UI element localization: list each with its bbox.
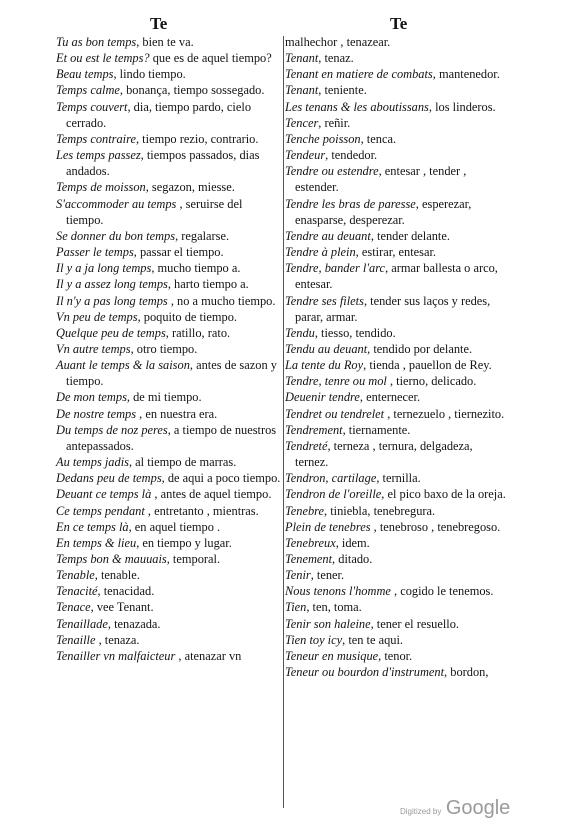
entry-term: Temps couvert — [56, 99, 128, 114]
entry-gloss: , ternezuelo , tiernezito. — [384, 406, 505, 421]
entry-term: Tendret ou tendrelet — [285, 406, 385, 421]
entry-term: Vn peu de temps — [56, 309, 138, 324]
dictionary-entry — [285, 535, 509, 551]
entry-term: En temps & lieu — [56, 535, 137, 550]
entry-term: Tenir son haleine — [285, 616, 371, 631]
entry-term: Tenir — [285, 568, 311, 583]
dictionary-entry — [285, 260, 509, 292]
entry-gloss: , tenaz. — [318, 51, 354, 66]
entry-term: Temps de moisson — [56, 180, 146, 195]
dictionary-entry — [56, 82, 282, 98]
entry-gloss: , tiesso, tendido. — [314, 325, 396, 340]
dictionary-entry — [56, 470, 282, 486]
entry-term: Tendre au deuant — [285, 228, 371, 243]
entry-term: Tenailler vn malfaicteur — [56, 648, 176, 663]
dictionary-entry — [56, 325, 282, 341]
entry-term: Tendre ses filets — [285, 293, 364, 308]
dictionary-entry — [285, 131, 509, 147]
entry-term: Dedans peu de temps — [56, 471, 162, 486]
dictionary-entry — [56, 196, 282, 228]
entry-term: Teneur ou bourdon d'instrument — [285, 665, 445, 680]
entry-gloss: , tierno, delicado. — [386, 374, 477, 389]
entry-term: Tendrement — [285, 422, 343, 437]
entry-term: Tenebreux — [285, 535, 336, 550]
entry-gloss: , harto tiempo a. — [167, 277, 249, 292]
entry-gloss: , seruirse del tiempo. — [66, 196, 243, 227]
entry-term: Tencer — [285, 115, 319, 130]
page-header-left: Te — [150, 14, 168, 33]
entry-term: Tenement — [285, 552, 333, 566]
entry-term: Temps calme — [56, 83, 120, 98]
entry-gloss: , tenable. — [94, 568, 140, 583]
dictionary-entry — [56, 535, 282, 551]
dictionary-entry — [56, 422, 282, 454]
entry-gloss: , antes de sazon y tiempo. — [66, 358, 277, 389]
dictionary-entry — [56, 179, 282, 195]
entry-term: Au temps jadis — [56, 455, 129, 470]
entry-gloss: , tenacidad. — [97, 584, 155, 599]
entry-gloss: , entretanto , mientras. — [144, 503, 259, 518]
entry-gloss: , teniente. — [318, 83, 367, 98]
entry-gloss: , tenor. — [378, 648, 413, 663]
dictionary-entry — [285, 115, 509, 131]
dictionary-entry — [285, 406, 509, 422]
entry-term: Les tenans & les aboutissans — [285, 99, 429, 114]
entry-gloss: , tener. — [310, 568, 345, 583]
dictionary-entry — [285, 632, 509, 648]
entry-gloss: , ratillo, rato. — [165, 325, 231, 340]
entry-term: Du temps de noz peres — [56, 422, 168, 437]
entry-gloss: , ternilla. — [376, 471, 421, 486]
entry-gloss: , en tiempo y lugar. — [136, 535, 232, 550]
entry-term: Vn autre temps — [56, 341, 131, 356]
dictionary-entry — [285, 519, 509, 535]
entry-term: Tendron de l'oreille — [285, 487, 382, 502]
dictionary-entry — [56, 454, 282, 470]
entry-term: Tenche poisson — [285, 131, 361, 146]
dictionary-entry — [56, 99, 282, 131]
dictionary-entry — [285, 341, 509, 357]
entry-gloss: , tenca. — [360, 131, 397, 146]
dictionary-column-right — [285, 34, 509, 680]
entry-gloss: , estirar, entesar. — [355, 245, 437, 260]
dictionary-entry — [285, 599, 509, 615]
entry-term: Se donner du bon temps — [56, 228, 176, 243]
dictionary-entry — [285, 228, 509, 244]
dictionary-entry — [285, 616, 509, 632]
entry-term: Tenaille — [56, 632, 96, 647]
entry-gloss: , de mi tiempo. — [126, 390, 202, 405]
dictionary-column-left — [56, 34, 282, 664]
entry-term: De mon temps — [56, 390, 127, 405]
dictionary-entry — [56, 293, 282, 309]
entry-gloss: que es de aquel tiempo? — [149, 51, 272, 66]
dictionary-entry — [285, 486, 509, 502]
dictionary-entry — [285, 99, 509, 115]
entry-term: Il y a assez long temps — [56, 277, 168, 292]
entry-gloss: , armar ballesta o arco, entesar. — [295, 261, 498, 292]
entry-gloss: , lindo tiempo. — [113, 67, 186, 82]
entry-term: De nostre temps — [56, 406, 137, 421]
dictionary-entry — [285, 66, 509, 82]
dictionary-entry — [56, 244, 282, 260]
dictionary-entry — [56, 147, 282, 179]
entry-gloss: , tenazada. — [107, 616, 161, 631]
dictionary-entry — [56, 648, 282, 664]
dictionary-entry — [56, 389, 282, 405]
dictionary-entry — [285, 389, 509, 405]
dictionary-entry — [285, 163, 509, 195]
entry-gloss: , regalarse. — [175, 228, 230, 243]
entry-term: Tendron, cartilage — [285, 471, 377, 486]
entry-gloss: , tener el resuello. — [370, 616, 460, 631]
entry-term: Tendre à plein — [285, 245, 356, 260]
entry-gloss: , segazon, miesse. — [145, 180, 235, 195]
google-logo: Google — [445, 797, 511, 819]
entry-gloss: , tiniebla, tenebregura. — [324, 503, 436, 518]
column-divider — [283, 36, 284, 808]
entry-gloss: , idem. — [335, 535, 370, 550]
dictionary-entry — [285, 50, 509, 66]
entry-gloss: , passar el tiempo. — [133, 245, 224, 260]
entry-gloss: , en nuestra era. — [136, 406, 218, 421]
entry-gloss: , esperezar, enasparse, desperezar. — [295, 196, 472, 227]
dictionary-entry — [285, 244, 509, 260]
dictionary-entry — [56, 50, 282, 66]
page-header-right: Te — [390, 14, 408, 33]
entry-term: Tendu au deuant — [285, 341, 368, 356]
dictionary-entry — [285, 422, 509, 438]
dictionary-entry — [285, 583, 509, 599]
dictionary-entry — [56, 341, 282, 357]
entry-term: Tien toy icy — [285, 632, 343, 647]
entry-gloss: , al tiempo de marras. — [128, 455, 237, 470]
entry-term: Tenacité — [56, 584, 98, 599]
entry-term: Deuant ce temps là — [56, 487, 152, 502]
entry-term: Temps contraire — [56, 131, 136, 146]
entry-term: Quelque peu de temps — [56, 325, 166, 340]
dictionary-entry — [56, 309, 282, 325]
entry-term: Tendu — [285, 325, 315, 340]
dictionary-entry — [285, 438, 509, 470]
watermark-prefix: Digitized by — [400, 807, 442, 816]
entry-gloss: , otro tiempo. — [130, 341, 198, 356]
entry-gloss: malhechor , tenazear. — [285, 35, 391, 49]
entry-gloss: , bonança, tiempo sossegado. — [119, 83, 265, 98]
dictionary-entry — [285, 357, 509, 373]
entry-gloss: , tiempos passados, dias andados. — [66, 148, 260, 179]
entry-term: Tu as bon temps — [56, 35, 137, 49]
entry-term: Tendre, tenre ou mol — [285, 374, 387, 389]
entry-gloss: , en aquel tiempo . — [128, 519, 221, 534]
dictionary-entry — [285, 567, 509, 583]
entry-gloss: , mucho tiempo a. — [151, 261, 241, 276]
entry-gloss: , vee Tenant. — [90, 600, 154, 615]
entry-gloss: , tienda , pauellon de Rey. — [363, 358, 492, 373]
entry-term: Plein de tenebres — [285, 519, 371, 534]
entry-term: Tenaillade — [56, 616, 108, 631]
entry-gloss: , tiempo rezio, contrario. — [135, 131, 259, 146]
entry-term: Teneur en musique — [285, 648, 379, 663]
entry-gloss: , temporal. — [166, 552, 221, 566]
entry-gloss: , los linderos. — [428, 99, 496, 114]
digitized-by-google-watermark — [400, 797, 510, 820]
entry-gloss: , bien te va. — [136, 35, 194, 49]
entry-term: Tendre les bras de paresse — [285, 196, 416, 211]
dictionary-entry — [285, 664, 509, 680]
dictionary-entry — [56, 519, 282, 535]
dictionary-entry — [56, 583, 282, 599]
dictionary-entry — [285, 551, 509, 567]
dictionary-entry — [56, 486, 282, 502]
entry-term: Ce temps pendant — [56, 503, 145, 518]
dictionary-entry — [56, 260, 282, 276]
entry-gloss: , ten, toma. — [306, 600, 362, 615]
entry-gloss: , bordon, — [444, 665, 489, 680]
entry-term: Les temps passez — [56, 148, 141, 163]
entry-gloss: , tenebroso , tenebregoso. — [370, 519, 501, 534]
dictionary-entry — [56, 551, 282, 567]
entry-term: Tendre, bander l'arc — [285, 261, 386, 276]
dictionary-entry — [56, 599, 282, 615]
dictionary-entry — [56, 503, 282, 519]
entry-term: Tendre ou estendre — [285, 164, 379, 179]
dictionary-entry — [56, 228, 282, 244]
entry-term: Tien — [285, 600, 307, 615]
entry-term: En ce temps là — [56, 519, 129, 534]
dictionary-entry — [56, 34, 282, 50]
entry-gloss: , mantenedor. — [432, 67, 500, 82]
dictionary-entry — [285, 196, 509, 228]
entry-term: Nous tenons l'homme — [285, 584, 391, 599]
entry-gloss: , no a mucho tiempo. — [167, 293, 276, 308]
dictionary-entry — [285, 648, 509, 664]
entry-term: Tendreté — [285, 438, 328, 453]
entry-gloss: , reñir. — [318, 115, 351, 130]
entry-gloss: , a tiempo de nuestros antepassados. — [66, 422, 277, 453]
entry-term: Deuenir tendre — [285, 390, 360, 405]
entry-gloss: , antes de aquel tiempo. — [151, 487, 272, 502]
entry-gloss: , de aqui a poco tiempo. — [161, 471, 281, 486]
entry-gloss: , tender delante. — [370, 228, 450, 243]
entry-term: Auant le temps & la saison — [56, 358, 190, 373]
entry-gloss: , tenaza. — [95, 632, 140, 647]
entry-gloss: , atenazar vn — [175, 648, 242, 663]
dictionary-entry — [56, 66, 282, 82]
entry-gloss: , ten te aqui. — [342, 632, 404, 647]
entry-gloss: , terneza , ternura, delgadeza, ternez. — [295, 438, 473, 470]
entry-term: Il n'y a pas long temps — [56, 293, 168, 308]
dictionary-entry — [56, 567, 282, 583]
dictionary-entry — [285, 470, 509, 486]
entry-term: Il y a ja long temps — [56, 261, 152, 276]
dictionary-entry — [285, 373, 509, 389]
entry-gloss: , dia, tiempo pardo, cielo cerrado. — [66, 99, 252, 130]
entry-term: Tendeur — [285, 148, 326, 163]
entry-term: S'accommoder au temps — [56, 196, 177, 211]
entry-gloss: , tender sus laços y redes, parar, armar. — [295, 293, 491, 324]
dictionary-entry — [56, 616, 282, 632]
dictionary-entry — [56, 357, 282, 389]
entry-term: Tenable — [56, 568, 95, 583]
entry-gloss: , tiernamente. — [342, 422, 411, 437]
entry-term: Tenace — [56, 600, 91, 615]
dictionary-entry — [56, 406, 282, 422]
entry-term: Tenebre — [285, 503, 325, 518]
entry-gloss: , ditado. — [332, 552, 373, 566]
dictionary-entry — [285, 34, 509, 50]
entry-term: Tenant en matiere de combats — [285, 67, 433, 82]
dictionary-entry — [56, 131, 282, 147]
entry-gloss: , poquito de tiempo. — [137, 309, 238, 324]
dictionary-entry — [285, 82, 509, 98]
entry-term: Tenant — [285, 83, 319, 98]
entry-gloss: , tendido por delante. — [367, 341, 473, 356]
entry-term: Temps bon & mauuais — [56, 552, 167, 566]
entry-gloss: , cogido le tenemos. — [390, 584, 494, 599]
dictionary-entry — [285, 503, 509, 519]
entry-gloss: , tendedor. — [325, 148, 378, 163]
dictionary-entry — [56, 276, 282, 292]
entry-term: Beau temps — [56, 67, 114, 82]
entry-gloss: , el pico baxo de la oreja. — [381, 487, 506, 502]
entry-term: Passer le temps — [56, 245, 134, 260]
entry-gloss: , enternecer. — [359, 390, 421, 405]
dictionary-entry — [285, 147, 509, 163]
dictionary-entry — [285, 293, 509, 325]
dictionary-entry — [285, 325, 509, 341]
entry-term: La tente du Roy — [285, 358, 364, 373]
entry-term: Et ou est le temps? — [56, 51, 150, 66]
dictionary-entry — [56, 632, 282, 648]
entry-term: Tenant — [285, 51, 319, 66]
entry-gloss: , entesar , tender , estender. — [295, 164, 467, 195]
